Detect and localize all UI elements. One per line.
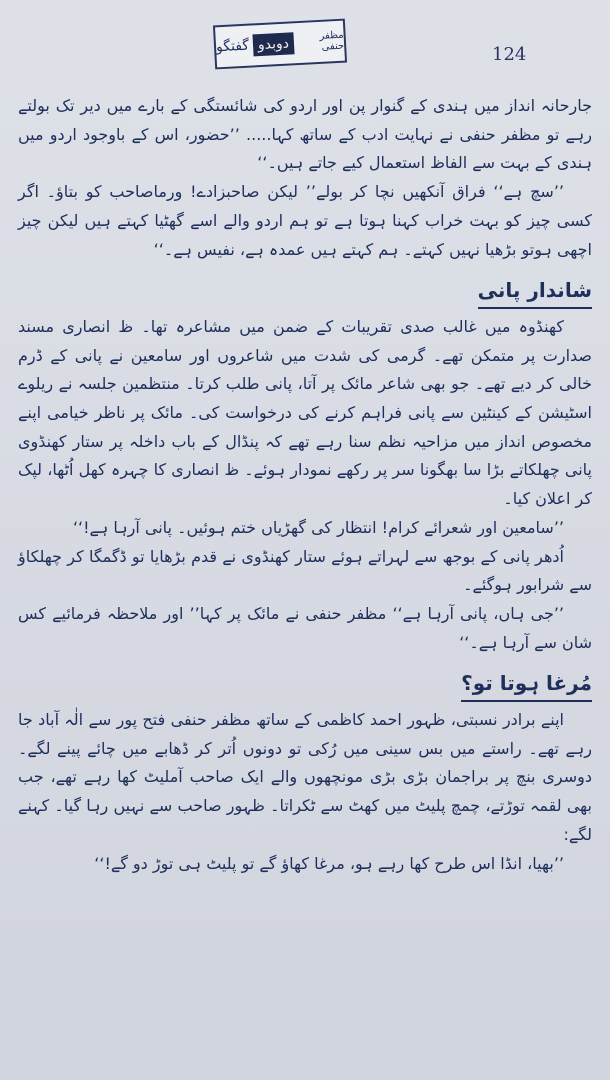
paragraph: جارحانہ انداز میں ہندی کے گنوار پن اور اردو کی شائستگی کے بارے میں دیر تک بولتے رہے تو مظفر حنفی نے نہایت ادب کے ساتھ کہا..... ’’حضور، اس کے باوجود اردو میں ہندی کے بہت سے الفاظ استعمال کیے جاتے ہیں۔‘‘ bbox=[18, 96, 592, 173]
book-title-header bbox=[213, 19, 347, 70]
section-heading: مُرغا ہوتا تو؟ bbox=[461, 669, 592, 702]
paragraph: اپنے برادر نسبتی، ظہور احمد کاظمی کے ساتھ مظفر حنفی فتح پور سے الٰہ آباد جا رہے تھے۔ راستے میں بس سینی میں رُکی تو دونوں اُتر کر ڈھابے میں چائے پینے لگے۔ دوسری بنچ پر براجمان بڑی بڑی مونچھوں والے ایک صاحب آملیٹ کھا رہے تھے، جب بھی لقمہ توڑتے، چمچ پلیٹ میں کھٹ سے ٹکراتا۔ ظہور صاحب سے نہیں رہا گیا۔ کہنے لگے: bbox=[18, 710, 592, 844]
header-title-right: گفتگو bbox=[215, 37, 250, 56]
header-title-mid: دوبدو bbox=[252, 32, 294, 56]
paragraph: ’’بھیا، انڈا اس طرح کھا رہے ہو، مرغا کھاؤ گے تو پلیٹ ہی توڑ دو گے!‘‘ bbox=[94, 853, 564, 873]
header-title-left: مظفر حنفی bbox=[319, 29, 345, 53]
paragraph: ’’سچ ہے‘‘ فراق آنکھیں نچا کر بولے’’ لیکن صاحبزادے! ورماصاحب کو بتاؤ۔ اگر کسی چیز کو بہت خراب کہنا ہوتا ہے تو ہم اردو والے اسے گھٹیا کہتے ہیں لیکن چیز اچھی ہوتو بڑھیا نہیں کہتے۔ ہم کہتے ہیں عمدہ ہے، نفیس ہے۔‘‘ bbox=[18, 182, 592, 259]
page-number: 124 bbox=[492, 44, 527, 65]
body-text bbox=[18, 92, 592, 878]
section-heading: شاندار پانی bbox=[478, 276, 592, 309]
paragraph: ’’جی ہاں، پانی آرہا ہے‘‘ مظفر حنفی نے مائک پر کہا’’ اور ملاحظہ فرمائیے کس شان سے آرہا ہے۔‘‘ bbox=[18, 603, 592, 652]
paragraph: اُدھر پانی کے بوجھ سے لہراتے ہوئے ستار کھنڈوی نے قدم بڑھایا تو ڈگمگا کر چھلکاؤ سے شرابور ہوگئے۔ bbox=[18, 546, 592, 595]
paragraph: کھنڈوہ میں غالب صدی تقریبات کے ضمن میں مشاعرہ تھا۔ ظ انصاری مسند صدارت پر متمکن تھے۔ گرمی کی شدت میں شاعروں اور سامعین نے پانی کے ڈرم خالی کر دیے تھے۔ جو بھی شاعر مائک پر آتا، پانی طلب کرتا۔ منتظمین جلسہ نے ریلوے اسٹیشن کے کینٹین سے پانی فراہم کرنے کی درخواست کی۔ مائک پر ناظر خیامی اپنے مخصوص انداز میں مزاحیہ نظم سنا رہے تھے کہ پنڈال کے باب داخلہ پر ستار کھنڈوی پانی چھلکاتے بڑا سا بھگونا سر پر رکھے نمودار ہوئے۔ ظ انصاری کا چہرہ کھل اُٹھا، لپک کر اعلان کیا۔ bbox=[18, 316, 592, 509]
paragraph: ’’سامعین اور شعرائے کرام! انتظار کی گھڑیاں ختم ہوئیں۔ پانی آرہا ہے!‘‘ bbox=[72, 517, 564, 537]
